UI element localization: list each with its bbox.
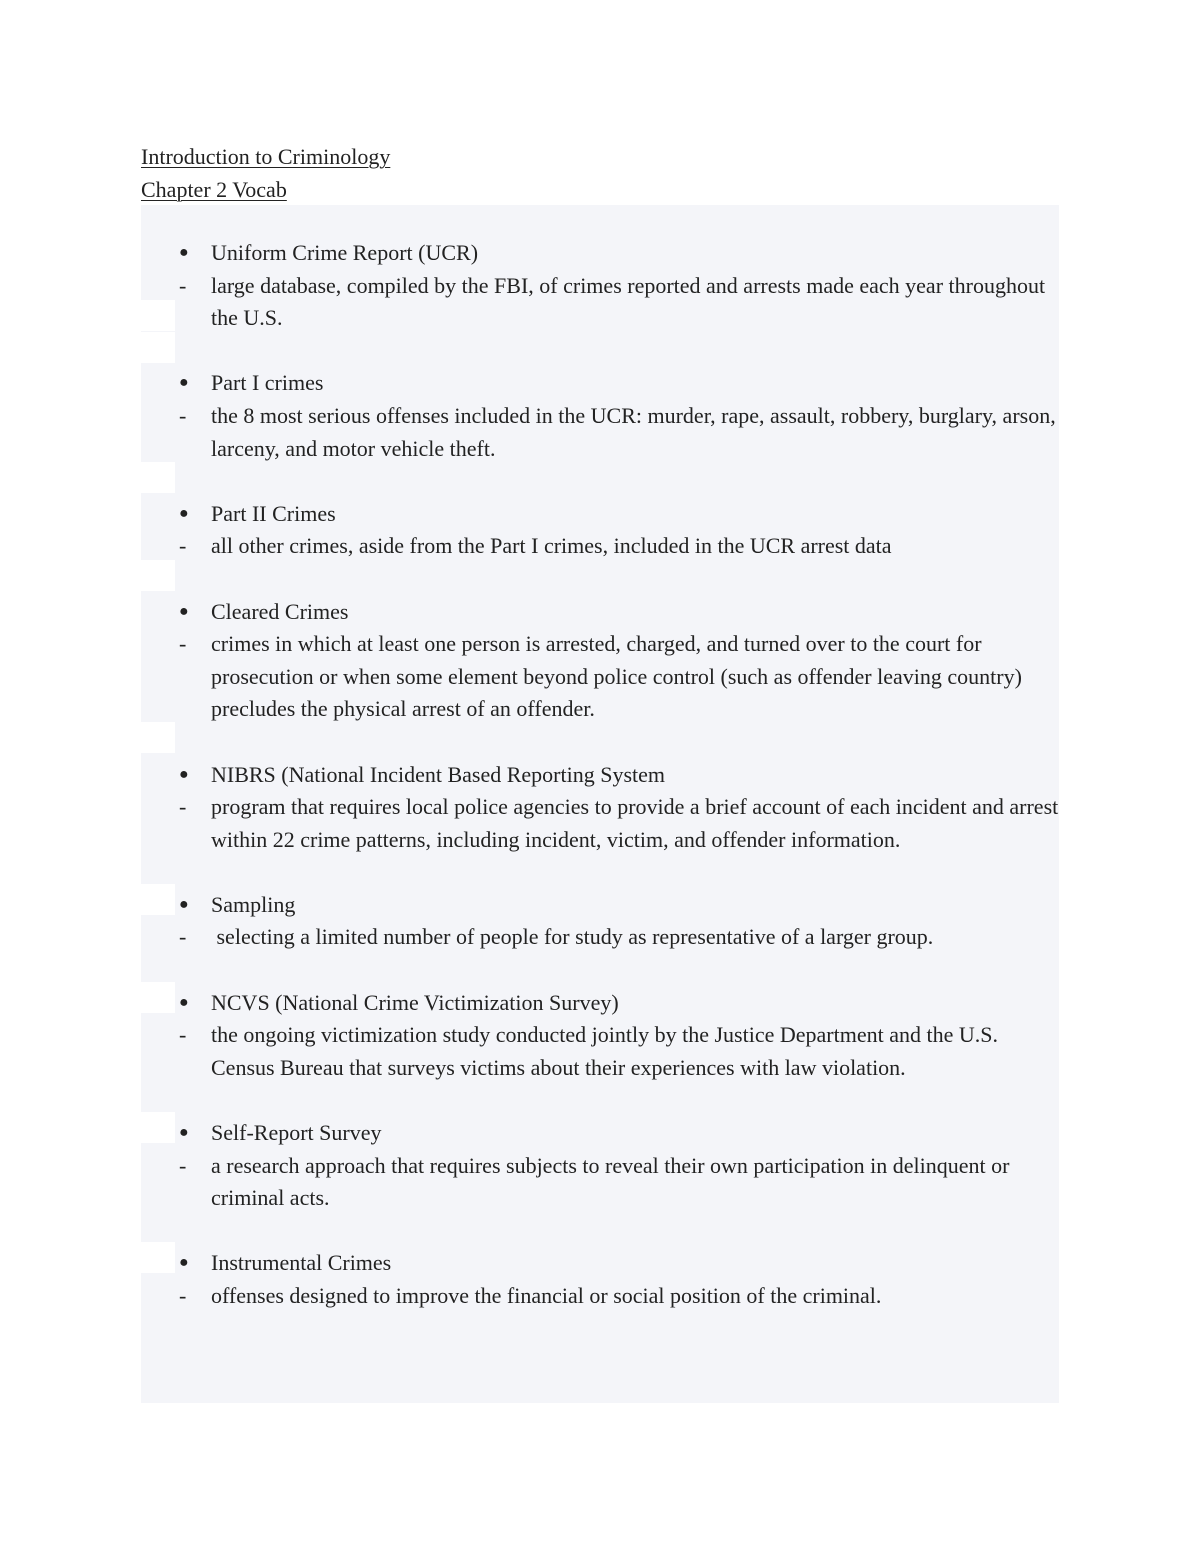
- vocab-definition: the ongoing victimization study conducted jointly by the Justice Department and the U.S. Census Bureau that surveys victims about their experiences with law violation.: [211, 1022, 998, 1080]
- bullet-icon: ●: [179, 765, 189, 783]
- definition-line: [141, 1150, 1059, 1215]
- vocab-list: [141, 237, 1059, 1345]
- vocab-definition: selecting a limited number of people for study as representative of a larger group.: [211, 924, 934, 950]
- term-line: [141, 367, 1059, 400]
- dash-marker: -: [179, 402, 187, 428]
- term-line: [141, 1117, 1059, 1150]
- vocab-term: Sampling: [211, 891, 296, 917]
- dash-marker: -: [179, 533, 187, 559]
- bullet-icon: ●: [179, 244, 189, 261]
- vocab-definition: large database, compiled by the FBI, of crimes reported and arrests made each year throughout the U.S.: [211, 272, 1046, 331]
- definition-line: [141, 270, 1059, 335]
- definition-line: [141, 400, 1059, 465]
- bullet-icon: ●: [179, 602, 189, 620]
- vocab-entry: [141, 987, 1059, 1085]
- vocab-term: Part I crimes: [211, 370, 324, 396]
- dash-marker: -: [179, 272, 187, 298]
- vocab-entry: [141, 237, 1059, 335]
- bullet-icon: ●: [179, 1124, 189, 1142]
- dash-marker: -: [179, 1022, 187, 1048]
- vocab-entry: [141, 367, 1059, 465]
- term-line: [141, 498, 1059, 531]
- vocab-term: Part II Crimes: [211, 500, 336, 526]
- vocab-definition: offenses designed to improve the financial or social position of the criminal.: [211, 1283, 882, 1308]
- term-line: [141, 889, 1059, 922]
- vocab-entry: [141, 596, 1059, 726]
- vocab-entry: [141, 889, 1059, 954]
- document-header: [141, 140, 390, 206]
- vocab-entry: [141, 1117, 1059, 1215]
- vocab-term: Uniform Crime Report (UCR): [211, 240, 479, 265]
- definition-line: [141, 530, 1059, 563]
- term-line: [141, 237, 1059, 270]
- term-line: [141, 987, 1059, 1020]
- bullet-icon: ●: [179, 895, 189, 913]
- dash-marker: -: [179, 924, 187, 950]
- vocab-definition: crimes in which at least one person is arrested, charged, and turned over to the court for prosecution or when some element beyond police control (such as offender leaving country) precludes the physical arrest of an offender.: [211, 631, 1022, 722]
- vocab-entry: [141, 759, 1059, 857]
- vocab-definition: program that requires local police agencies to provide a brief account of each incident and arrest within 22 crime patterns, including incident, victim, and offender information.: [211, 794, 1059, 852]
- definition-line: [141, 1019, 1059, 1084]
- bullet-icon: ●: [179, 1254, 189, 1272]
- vocab-entry: [141, 498, 1059, 563]
- bullet-icon: ●: [179, 504, 189, 522]
- definition-line: [141, 791, 1059, 856]
- definition-line: [141, 1280, 1059, 1313]
- vocab-term: Instrumental Crimes: [211, 1250, 392, 1276]
- vocab-entry: [141, 1247, 1059, 1312]
- term-line: [141, 596, 1059, 629]
- bullet-icon: ●: [179, 374, 189, 392]
- term-line: [141, 1247, 1059, 1280]
- definition-line: [141, 628, 1059, 726]
- vocab-term: NCVS (National Crime Victimization Survey): [211, 989, 619, 1015]
- dash-marker: -: [179, 1283, 187, 1308]
- vocab-definition: a research approach that requires subjects to reveal their own participation in delinquent or criminal acts.: [211, 1152, 1010, 1211]
- definition-line: [141, 921, 1059, 954]
- vocab-term: Self-Report Survey: [211, 1120, 382, 1146]
- document-subtitle: Chapter 2 Vocab: [141, 177, 287, 202]
- term-line: [141, 759, 1059, 792]
- dash-marker: -: [179, 794, 187, 820]
- bullet-icon: ●: [179, 993, 189, 1011]
- vocab-term: Cleared Crimes: [211, 598, 349, 624]
- vocab-term: NIBRS (National Incident Based Reporting System: [211, 761, 665, 787]
- vocab-definition: the 8 most serious offenses included in the UCR: murder, rape, assault, robbery, burglary, arson, larceny, and motor vehicle theft.: [211, 402, 1056, 461]
- vocab-definition: all other crimes, aside from the Part I crimes, included in the UCR arrest data: [211, 533, 892, 559]
- document-title: Introduction to Criminology: [141, 144, 391, 169]
- dash-marker: -: [179, 1152, 187, 1178]
- dash-marker: -: [179, 631, 187, 657]
